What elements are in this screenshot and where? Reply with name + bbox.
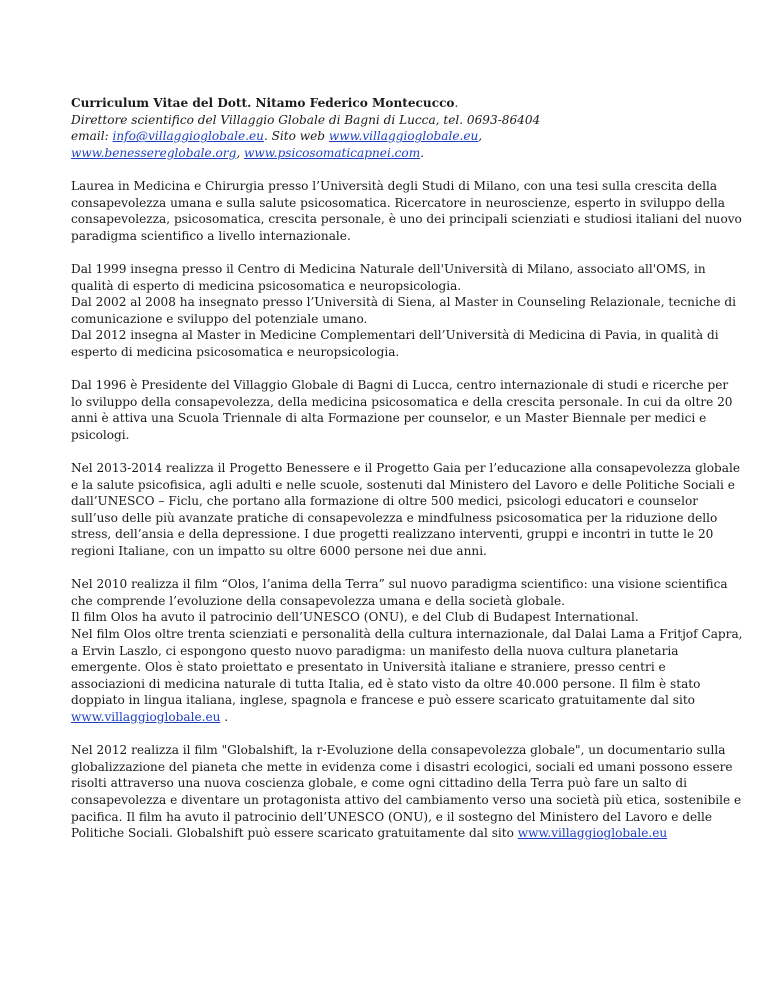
teaching-siena: Dal 2002 al 2008 ha insegnato presso l’Università di Siena, al Master in Counseling Relazionale, tecniche di comunicazione e sviluppo del potenziale umano. xyxy=(71,295,737,326)
website-link-benessere[interactable]: www.benessereglobale.org xyxy=(71,145,237,160)
paragraph-globalshift-film xyxy=(71,742,743,842)
website-link-villaggio[interactable]: www.villaggioglobale.eu xyxy=(328,129,479,144)
teaching-milano: Dal 1999 insegna presso il Centro di Medicina Naturale dell'Università di Milano, associato all'OMS, in qualità di esperto di medicina psicosomatica e neuropsicologia. xyxy=(71,261,706,293)
olos-details-text: Nel film Olos oltre trenta scienziati e personalità della cultura internazionale, dal Dalai Lama a Fritjof Capra, a Ervin Laszlo, ci espongono questo nuovo paradigma: un manifesto della nuova cultura planetaria emergente. Olos è stato proiettato e presentato in Università italiane e straniere, presso centri e associazioni di medicina naturale di tutta Italia, ed è stato visto da oltre 40.000 persone. Il film è stato doppiato in lingua italiana, inglese, spagnola e francese e può essere scaricato gratuitamente dal sito xyxy=(71,627,743,708)
globalshift-text: Nel 2012 realizza il film "Globalshift, la r-Evoluzione della consapevolezza globale", un documentario sulla globalizzazione del pianeta che mette in evidenza come i disastri ecologici, sociali ed umani possono essere risolti attraverso una nuova coscienza globale, e come ogni cittadino della Terra può fare un salto di consapevolezza e diventare un protagonista attivo del cambiamento verso una società più etica, sostenibile e pacifica. Il film ha avuto il patrocinio dell’UNESCO (ONU), e il sostegno del Ministero del Lavoro e delle Politiche Sociali. Globalshift può essere scaricato gratuitamente dal sito xyxy=(71,743,742,841)
site-label: . Sito web xyxy=(263,129,329,144)
globalshift-download-link[interactable]: www.villaggioglobale.eu xyxy=(517,826,668,841)
cv-role-line: Direttore scientifico del Villaggio Globale di Bagni di Lucca, tel. 0693-86404 xyxy=(71,112,541,127)
email-link[interactable]: info@villaggioglobale.eu xyxy=(112,129,264,144)
paragraph-presidency: Dal 1996 è Presidente del Villaggio Globale di Bagni di Lucca, centro internazionale di studi e ricerche per lo sviluppo della consapevolezza, della medicina psicosomatica e della crescita personale. In cui da oltre 20 anni è attiva una Scuola Triennale di alta Formazione per counselor, e un Master Biennale per medici e psicologi. xyxy=(71,378,733,442)
olos-details xyxy=(71,626,743,726)
cv-title-line xyxy=(71,95,743,112)
cv-contact-line xyxy=(71,128,743,145)
website-link-psicosomatica[interactable]: www.psicosomaticapnei.com xyxy=(244,145,421,160)
cv-header xyxy=(71,95,743,161)
paragraph-olos-film xyxy=(71,576,743,725)
paragraph-teaching xyxy=(71,261,743,361)
cv-title-period: . xyxy=(454,96,459,110)
teaching-pavia: Dal 2012 insegna al Master in Medicine Complementari dell’Università di Medicina di Pavia, in qualità di esperto di medicina psicosomatica e neuropsicologia. xyxy=(71,328,719,359)
olos-end: . xyxy=(220,709,229,724)
separator: , xyxy=(478,129,483,144)
email-label: email: xyxy=(71,129,113,144)
paragraph-projects: Nel 2013-2014 realizza il Progetto Benessere e il Progetto Gaia per l’educazione alla consapevolezza globale e la salute psicofisica, agli adulti e nelle scuole, sostenuti dal Ministero del Lavoro e delle Politiche Sociali e dall’UNESCO – Ficlu, che portano alla formazione di oltre 500 medici, psicologi educatori e counselor sull’uso delle più avanzate pratiche di consapevolezza e mindfulness psicosomatica per la riduzione dello stress, dell’ansia e della depressione. I due progetti realizzano interventi, gruppi e incontri in tutte le 20 regioni Italiane, con un impatto su oltre 6000 persone nei due anni. xyxy=(71,461,740,559)
cv-title: Curriculum Vitae del Dott. Nitamo Federico Montecucco xyxy=(71,96,455,110)
period: . xyxy=(420,145,425,160)
cv-sites-line xyxy=(71,145,743,162)
document-page xyxy=(71,95,743,858)
olos-download-link[interactable]: www.villaggioglobale.eu xyxy=(71,709,221,724)
separator: , xyxy=(236,145,245,160)
paragraph-education: Laurea in Medicina e Chirurgia presso l’Università degli Studi di Milano, con una tesi sulla crescita della consapevolezza umana e sulla salute psicosomatica. Ricercatore in neuroscienze, esperto in sviluppo della consapevolezza, psicosomatica, crescita personale, è uno dei principali scienziati e studiosi italiani del nuovo paradigma scientifico a livello internazionale. xyxy=(71,178,742,243)
olos-patronage: Il film Olos ha avuto il patrocinio dell’UNESCO (ONU), e del Club di Budapest International. xyxy=(71,610,639,625)
olos-intro: Nel 2010 realizza il film “Olos, l’anima della Terra” sul nuovo paradigma scientifico: una visione scientifica che comprende l’evoluzione della consapevolezza umana e della società globale. xyxy=(71,577,728,608)
